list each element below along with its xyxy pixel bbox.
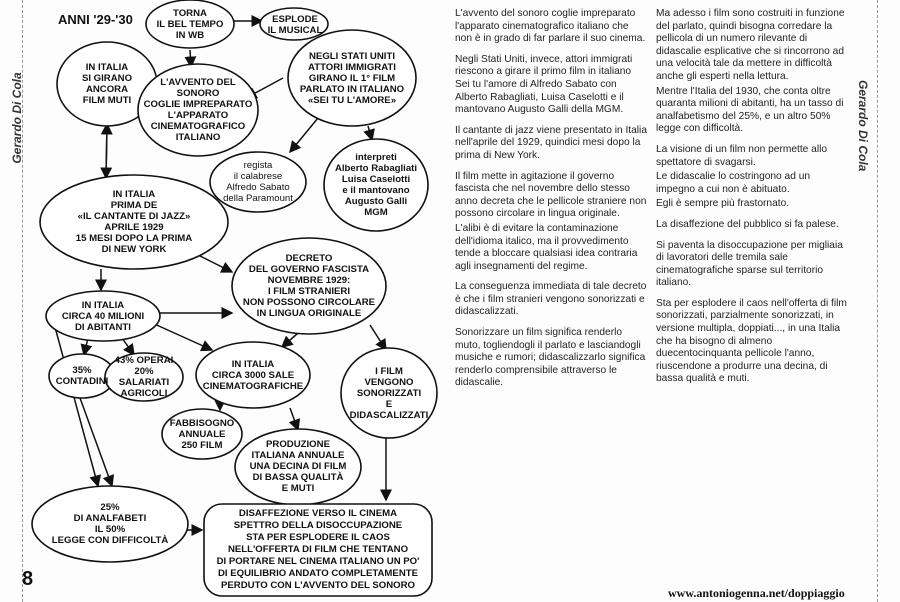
col1-paragraph: L'avvento del sonoro coglie impreparato l'apparato cinematografico italiano che non è in grado di far parlare il suo cinema. <box>455 8 646 45</box>
node-torna-wb: TORNA IL BEL TEMPO IN WB <box>156 7 224 41</box>
col2-paragraph: La visione di un film non permette allo spettatore di svagarsi. <box>656 143 828 168</box>
col1-paragraph: Negli Stati Uniti, invece, attori immigrati riescono a girare il primo film in italiano Sei tu l'amore di Alfredo Sabato con Alberto Rabagliati, Luisa Caselotti e il mantovano Augusto Galli della MGM. <box>455 53 633 116</box>
arrow-contadini-analfabeti <box>80 398 112 486</box>
node-fabbisogno: FABBISOGNO ANNUALE 250 FILM <box>169 417 235 451</box>
right-margin <box>877 0 900 602</box>
node-operai: 43% OPERAI 20% SALARIATI AGRICOLI <box>114 355 174 399</box>
node-contadini: 35% CONTADINI <box>55 365 109 387</box>
col1-paragraph: L'alibi è di evitare la contaminazione dell'idioma italico, ma il provvedimento tende a bloccare qualsiasi idea contraria agli insegnamenti del regime. <box>455 222 638 272</box>
author-side-label-left: Gerardo Di Cola <box>10 72 24 164</box>
page-number: 8 <box>22 568 34 590</box>
arrow-statiuniti-interpreti <box>368 126 372 140</box>
node-esplode-musical: ESPLODE IL MUSICAL <box>267 14 323 36</box>
node-analfabeti: 25% DI ANALFABETI IL 50% LEGGE CON DIFFICOLTÀ <box>51 502 169 546</box>
arrow-abitanti-analfabeti <box>52 316 98 486</box>
node-cantante-jazz: IN ITALIA PRIMA DE «IL CANTANTE DI JAZZ» APRILE 1929 15 MESI DOPO LA PRIMA DI NEW YORK <box>75 189 193 255</box>
col1-paragraph: Il cantante di jazz viene presentato in Italia nell'aprile del 1929, quindici mesi dopo la prima di New York. <box>455 124 647 161</box>
footer-url[interactable]: www.antoniogenna.net/doppiaggio <box>668 586 845 600</box>
col2-paragraph: La disaffezione del pubblico si fa palese. <box>656 218 839 230</box>
node-avvento-sonoro: L'AVVENTO DEL SONORO COGLIE IMPREPARATO L'APPARATO CINEMATOGRAFICO ITALIANO <box>143 77 253 143</box>
col2-paragraph: Ma adesso i film sono costruiti in funzione del parlato, quindi bisogna corredare la pellicola di un numero rilevante di didascalie esplicative che si rincorrono ad una velocità tale da mettere in difficoltà anche gli esperti nella lettura. <box>656 8 845 82</box>
col1-paragraph: La conseguenza immediata di tale decreto è che i film stranieri vengono sonorizzati e didascalizzati. <box>455 281 647 318</box>
col2-paragraph: Mentre l'Italia del 1930, che conta oltre quaranta milioni di abitanti, ha un tasso di analfabetismo del 25%, e un altro 50% legge con difficoltà. <box>656 85 844 135</box>
arrow-cantante-filmmuti <box>106 124 107 178</box>
node-disaffezione: DISAFFEZIONE VERSO IL CINEMA SPETTRO DELLA DISOCCUPAZIONE STA PER ESPLODERE IL CAOS NELL'OFFERTA DI FILM CHE TENTANO DI PORTARE NEL CINEMA ITALIANO UN PO' DI EQUILIBRIO ANDATO COMPLETAMENTE PERDUTO CON L'AVVENTO DEL SONORO <box>216 508 420 591</box>
arrow-sale-produzione <box>290 408 298 430</box>
node-produzione: PRODUZIONE ITALIANA ANNUALE UNA DECINA DI FILM DI BASSA QUALITÀ E MUTI <box>249 438 347 494</box>
node-sale: IN ITALIA CIRCA 3000 SALE CINEMATOGRAFICHE <box>202 358 304 392</box>
node-film-muti: IN ITALIA SI GIRANO ANCORA FILM MUTI <box>81 62 133 106</box>
node-sonorizzati: I FILM VENGONO SONORIZZATI E DIDASCALIZZATI <box>349 365 429 421</box>
author-side-label-right: Gerardo Di Cola <box>856 80 870 172</box>
col1-paragraph: Sonorizzare un film significa renderlo muto, togliendogli il parlato e lasciandogli musiche e rumori; didascalizzarlo significa renderlo comprensibile attraverso le didascalie. <box>455 327 646 389</box>
node-stati-uniti: NEGLI STATI UNITI ATTORI IMMIGRATI GIRANO IL 1° FILM PARLATO IN ITALIANO «SEI TU L'AMORE» <box>299 50 405 106</box>
col1-paragraph: Il film mette in agitazione il governo fascista che nel novembre dello stesso anno decreta che le pellicole straniere non possono circolare in lingua originale. <box>455 170 647 220</box>
text-column-2 <box>656 8 848 394</box>
col2-paragraph: Sta per esplodere il caos nell'offerta di film sonorizzati, parzialmente sonorizzati, in versione multipla, doppiati..., in una Italia che ha bisogno di almeno duecentocinquanta pellicole l'anno, riuscendone a produrre una decina, di bassa qualità e muti. <box>656 297 847 385</box>
node-regista: regista il calabrese Alfredo Sabato della Paramount <box>223 160 293 204</box>
node-interpreti: interpreti Alberto Rabagliati Luisa Caselotti e il mantovano Augusto Galli MGM <box>334 152 418 218</box>
arrow-statiuniti-regista <box>290 118 318 152</box>
text-column-1 <box>455 8 648 398</box>
col2-paragraph: Egli è sempre più frastornato. <box>656 198 790 210</box>
year-title: ANNI '29-'30 <box>58 12 133 27</box>
node-decreto: DECRETO DEL GOVERNO FASCISTA NOVEMBRE 1929: I FILM STRANIERI NON POSSONO CIRCOLARE IN LINGUA ORIGINALE <box>242 253 376 319</box>
arrow-abitanti-operai <box>122 338 134 355</box>
col2-paragraph: Le didascalie lo costringono ad un impegno a cui non è abituato. <box>656 171 811 195</box>
col2-paragraph: Si paventa la disoccupazione per migliaia di lavoratori delle tremila sale cinematografiche sparse sul territorio italiano. <box>656 239 843 289</box>
node-abitanti: IN ITALIA CIRCA 40 MILIONI DI ABITANTI <box>61 299 145 333</box>
